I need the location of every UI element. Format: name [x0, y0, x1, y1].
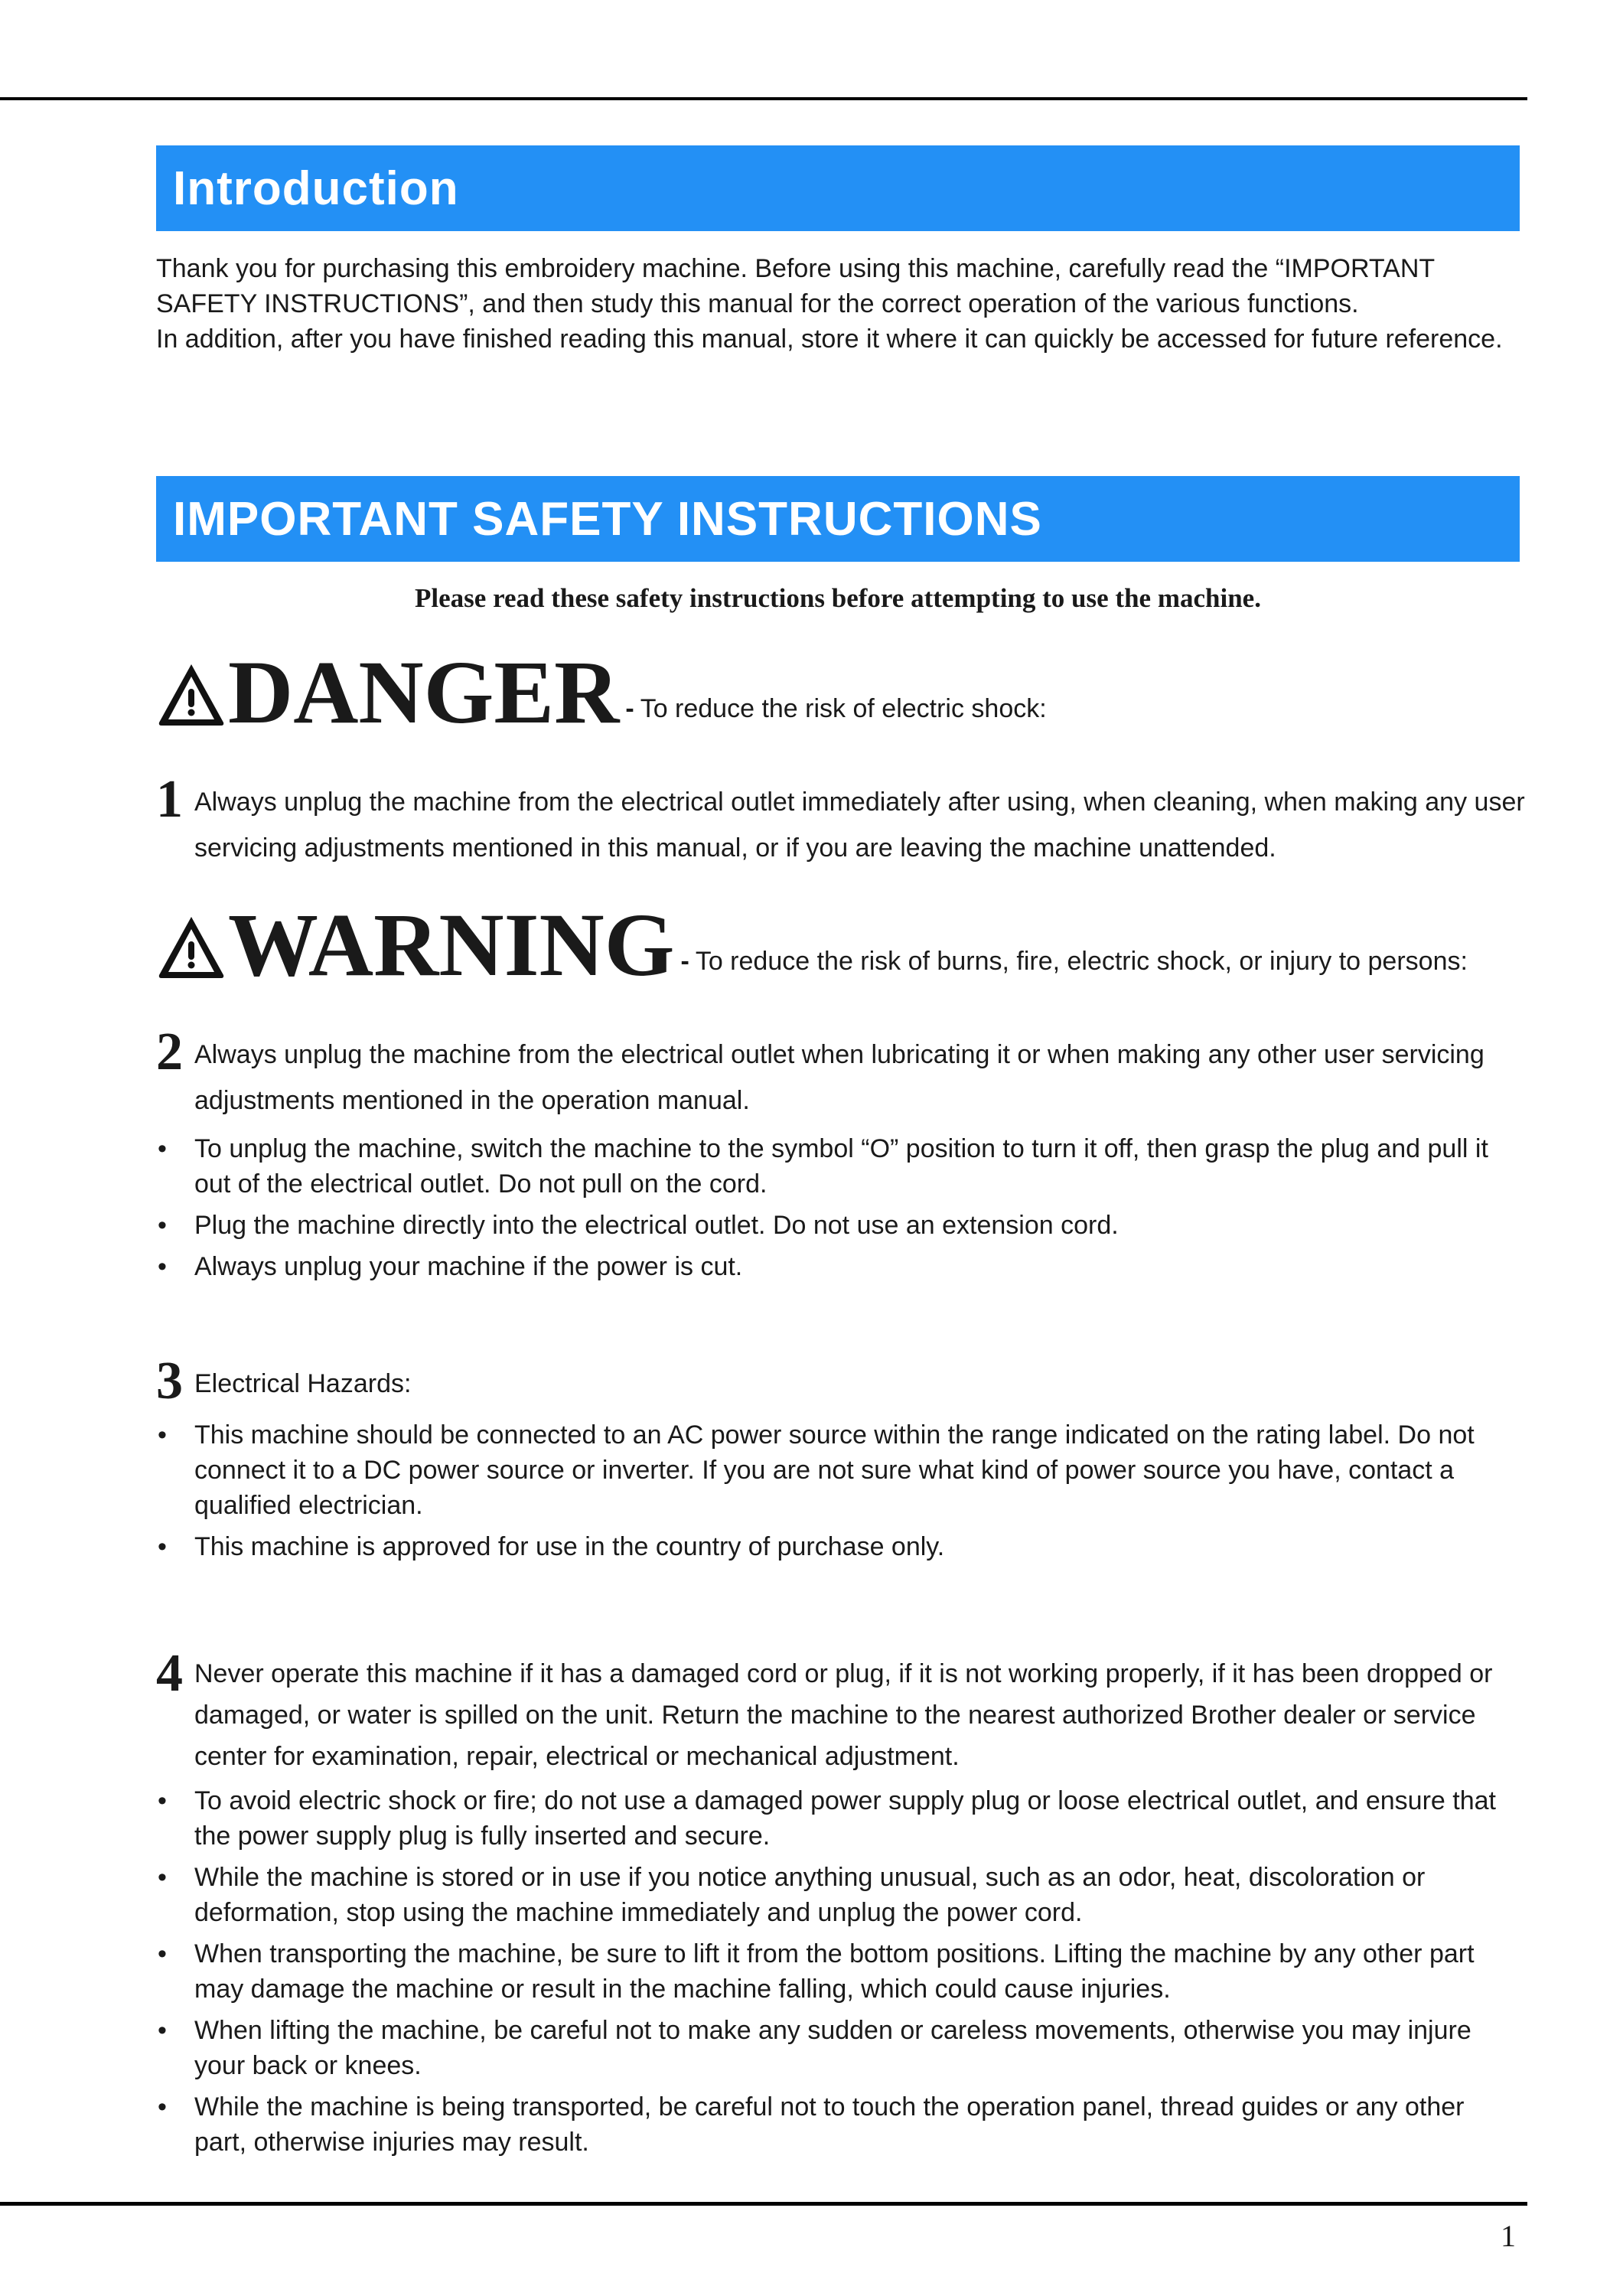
list-item: • This machine should be connected to an AC power source within the range indicated on the rating label. Do not connect it to a DC power source or inverter. If you are not sure what kind of power source you have, contact a qualified electrician.	[156, 1417, 1520, 1523]
list-item: • When lifting the machine, be careful not to make any sudden or careless movements, otherwise you may injure your back or knees.	[156, 2013, 1520, 2083]
item-text: Electrical Hazards:	[194, 1369, 412, 1398]
introduction-section	[156, 145, 1520, 357]
list-item: • While the machine is being transported, be careful not to touch the operation panel, thread guides or any other part, otherwise injuries may result.	[156, 2089, 1520, 2160]
danger-heading	[156, 642, 1520, 742]
list-item: • Always unplug your machine if the power is cut.	[156, 1249, 1520, 1284]
list-item: • While the machine is stored or in use if you notice anything unusual, such as an odor, heat, discoloration or deformation, stop using the machine immediately and unplug the power cord.	[156, 1860, 1520, 1930]
item-text: Never operate this machine if it has a damaged cord or plug, if it is not working properly, if it has been dropped or damaged, or water is spilled on the unit. Return the machine to the nearest authorized Brother dealer or service center for examination, repair, electrical or mechanical adjustment.	[194, 1659, 1493, 1771]
item-3-bullets	[156, 1417, 1520, 1564]
warning-heading	[156, 895, 1520, 995]
introduction-paragraph-2: In addition, after you have finished reading this manual, store it where it can quickly be accessed for future reference.	[156, 325, 1503, 354]
introduction-paragraph-1: Thank you for purchasing this embroidery machine. Before using this machine, carefully read the “IMPORTANT SAFETY INSTRUCTIONS”, and then study this manual for the correct operation of the various functions.	[156, 254, 1435, 318]
list-item: • To avoid electric shock or fire; do not use a damaged power supply plug or loose electrical outlet, and ensure that the power supply plug is fully inserted and secure.	[156, 1783, 1520, 1854]
danger-word: DANGER	[228, 642, 620, 742]
warning-description: - To reduce the risk of burns, fire, electric shock, or injury to persons:	[680, 947, 1468, 976]
warning-word: WARNING	[228, 895, 675, 995]
item-number: 4	[156, 1644, 183, 1703]
safety-item-3	[156, 1352, 1520, 1411]
item-number: 2	[156, 1022, 183, 1081]
list-item: • This machine is approved for use in the country of purchase only.	[156, 1529, 1520, 1564]
item-4-bullets	[156, 1783, 1520, 2160]
safety-item-4	[156, 1644, 1520, 1777]
list-item: • When transporting the machine, be sure to lift it from the bottom positions. Lifting the machine by any other part may damage the machine or result in the machine falling, which could cause injuries.	[156, 1936, 1520, 2007]
item-text: Always unplug the machine from the electrical outlet when lubricating it or when making any other user servicing adjustments mentioned in the operation manual.	[194, 1040, 1484, 1115]
danger-description: - To reduce the risk of electric shock:	[625, 694, 1047, 723]
top-rule	[0, 97, 1527, 100]
warning-triangle-icon	[156, 914, 227, 980]
list-item: • To unplug the machine, switch the machine to the symbol “O” position to turn it off, then grasp the plug and pull it out of the electrical outlet. Do not pull on the cord.	[156, 1131, 1520, 1202]
safety-item-4-block	[156, 1644, 1520, 2166]
item-text: Always unplug the machine from the electrical outlet immediately after using, when cleaning, when making any user servicing adjustments mentioned in this manual, or if you are leaving the machine unattended.	[194, 788, 1525, 863]
page-number: 1	[1501, 2219, 1516, 2253]
safety-section	[156, 476, 1520, 614]
bottom-rule	[0, 2202, 1527, 2206]
safety-item-2	[156, 1022, 1520, 1124]
list-item: • Plug the machine directly into the electrical outlet. Do not use an extension cord.	[156, 1208, 1520, 1243]
warning-triangle-icon	[156, 661, 227, 727]
safety-item-3-block	[156, 1352, 1520, 1570]
safety-subheading: Please read these safety instructions before attempting to use the machine.	[415, 583, 1261, 613]
safety-item-1	[156, 770, 1558, 871]
item-number: 1	[156, 770, 183, 829]
item-number: 3	[156, 1352, 183, 1411]
safety-item-2-block	[156, 1022, 1520, 1290]
item-2-bullets	[156, 1131, 1520, 1284]
safety-banner: IMPORTANT SAFETY INSTRUCTIONS	[156, 476, 1520, 562]
introduction-banner: Introduction	[156, 145, 1520, 231]
